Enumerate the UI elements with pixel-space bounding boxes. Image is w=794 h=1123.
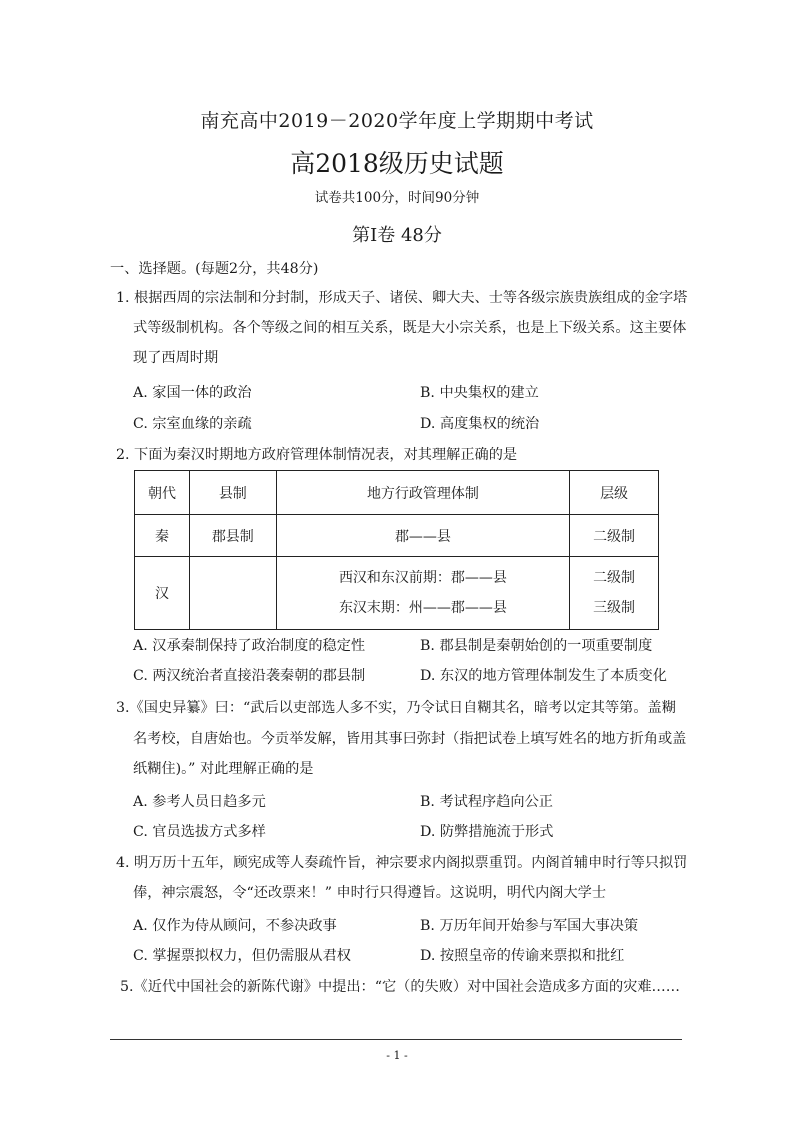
q1-line-2: 式等级制机构。各个等级之间的相互关系，既是大小宗关系，也是上下级关系。这主要体 (133, 320, 687, 336)
part-heading: 第Ⅰ卷 48分 (352, 225, 442, 246)
q4-option-d: D. 按照皇帝的传谕来票拟和批红 (420, 948, 625, 964)
q3-line-1: 3.《国史异纂》曰：“武后以吏部选人多不实，乃令试日自糊其名，暗考以定其等第。盖糊 (116, 700, 676, 716)
table-cell-level: 二级制 (570, 515, 659, 557)
exam-subtitle: 试卷共100分，时间90分钟 (314, 190, 480, 206)
exam-title: 高2018级历史试题 (290, 149, 504, 178)
q2-option-b: B. 郡县制是秦朝始创的一项重要制度 (420, 638, 653, 654)
q3-option-a: A. 参考人员日趋多元 (133, 794, 266, 810)
table-cell-county: 郡县制 (189, 515, 276, 557)
table-header-cell: 层级 (570, 471, 659, 515)
q1-option-d: D. 高度集权的统治 (420, 416, 540, 432)
section-heading: 一、选择题。(每题2分，共48分) (110, 261, 319, 277)
q2-stem: 2. 下面为秦汉时期地方政府管理体制情况表，对其理解正确的是 (116, 447, 518, 463)
table-header-cell: 地方行政管理体制 (276, 471, 569, 515)
q2-option-a: A. 汉承秦制保持了政治制度的稳定性 (133, 638, 366, 654)
table-row-han (135, 557, 659, 630)
table-cell-system (276, 557, 569, 630)
q1-option-a: A. 家国一体的政治 (133, 385, 252, 401)
q4-option-b: B. 万历年间开始参与军国大事决策 (420, 918, 639, 934)
han-level-early: 二级制 (593, 570, 636, 586)
q3-line-3: 纸糊住)。” 对此理解正确的是 (133, 761, 314, 777)
q3-option-d: D. 防弊措施流于形式 (420, 824, 554, 840)
table-row-qin (135, 515, 659, 557)
q4-line-1: 4. 明万历十五年，顾宪成等人奏疏忤旨，神宗要求内阁拟票重罚。内阁首辅申时行等只拟罚 (116, 855, 688, 871)
q1-option-b: B. 中央集权的建立 (420, 385, 539, 401)
table-cell-system: 郡——县 (276, 515, 569, 557)
table-cell-level (570, 557, 659, 630)
footer-divider (110, 1039, 682, 1040)
page-number: - 1 - (386, 1049, 408, 1062)
q2-option-c: C. 两汉统治者直接沿袭秦朝的郡县制 (133, 668, 366, 684)
q2-option-d: D. 东汉的地方管理体制发生了本质变化 (420, 668, 667, 684)
q1-line-3: 现了西周时期 (133, 350, 219, 366)
q3-option-b: B. 考试程序趋向公正 (420, 794, 553, 810)
q4-option-a: A. 仅作为侍从顾问，不参决政事 (133, 918, 337, 934)
han-system-early: 西汉和东汉前期：郡——县 (338, 570, 507, 586)
table-header-cell: 朝代 (135, 471, 190, 515)
table-cell-county (189, 557, 276, 630)
exam-school-title: 南充高中2019－2020学年度上学期期中考试 (200, 110, 594, 132)
table-cell-dynasty: 秦 (135, 515, 190, 557)
qin-han-admin-table (134, 470, 659, 630)
q1-line-1: 1. 根据西周的宗法制和分封制，形成天子、诸侯、卿大夫、士等各级宗族贵族组成的金字塔 (116, 290, 688, 306)
q4-line-2: 俸，神宗震怒，令“还改票来！” 申时行只得遵旨。这说明，明代内阁大学士 (133, 885, 607, 901)
q5-line-1: 5.《近代中国社会的新陈代谢》中提出：“它（的失败）对中国社会造成多方面的灾难…… (120, 979, 680, 995)
q3-option-c: C. 官员选拔方式多样 (133, 824, 266, 840)
table-header-row (135, 471, 659, 515)
table-cell-dynasty: 汉 (135, 557, 190, 630)
q1-option-c: C. 宗室血缘的亲疏 (133, 416, 252, 432)
table-header-cell: 县制 (189, 471, 276, 515)
q3-line-2: 名考校，自唐始也。今贡举发解，皆用其事曰弥封（指把试卷上填写姓名的地方折角或盖 (133, 731, 687, 747)
han-system-late: 东汉末期：州——郡——县 (338, 600, 507, 616)
han-level-late: 三级制 (593, 600, 636, 616)
q4-option-c: C. 掌握票拟权力，但仍需服从君权 (133, 948, 351, 964)
